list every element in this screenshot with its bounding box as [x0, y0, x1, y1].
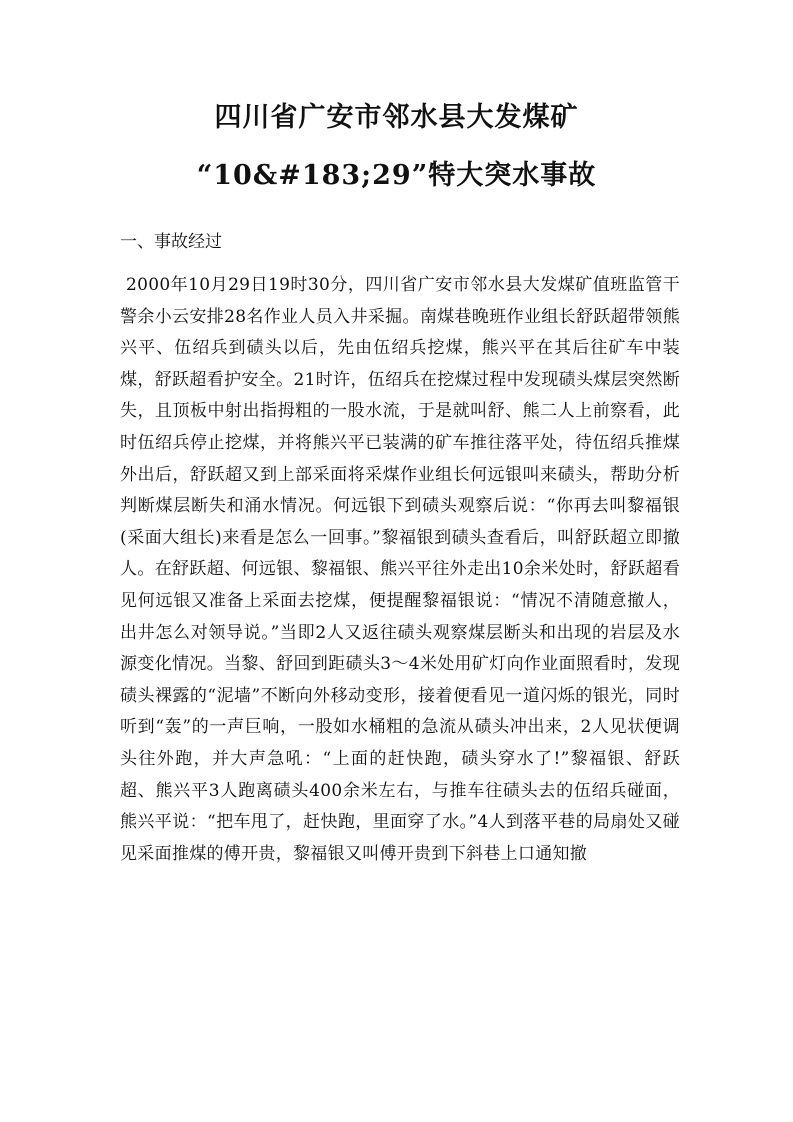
- document-title-line1: 四川省广安市邻水县大发煤矿: [214, 102, 579, 133]
- body-paragraph: 2000年10月29日19时30分，四川省广安市邻水县大发煤矿值班监管干警余小云安排28名作业人员入井采掘。南煤巷晚班作业组长舒跃超带领熊兴平、伍绍兵到碛头以后，先由伍绍兵挖煤，熊兴平在其后往矿车中装煤，舒跃超看护安全。21时许，伍绍兵在挖煤过程中发现碛头煤层突然断失，且顶板中射出指拇粗的一股水流，于是就叫舒、熊二人上前察看，此时伍绍兵停止挖煤，并将熊兴平已装满的矿车推往落平处，待伍绍兵推煤外出后，舒跃超又到上部采面将采煤作业组长何远银叫来碛头，帮助分析判断煤层断失和涌水情况。何远银下到碛头观察后说：“你再去叫黎福银(采面大组长)来看是怎么一回事。”黎福银到碛头查看后，叫舒跃超立即撤人。在舒跃超、何远银、黎福银、熊兴平往外走出10余米处时，舒跃超看见何远银又准备上采面去挖煤，便提醒黎福银说：“情况不清随意撤人，出井怎么对领导说。”当即2人又返往碛头观察煤层断头和出现的岩层及水源变化情况。当黎、舒回到距碛头3～4米处用矿灯向作业面照看时，发现碛头裸露的“泥墙”不断向外移动变形，接着便看见一道闪烁的银光，同时听到“轰”的一声巨响，一股如水桶粗的急流从碛头冲出来，2人见状便调头往外跑，并大声急吼：“上面的赶快跑，碛头穿水了!”黎福银、舒跃超、熊兴平3人跑离碛头400余米左右，与推车往碛头去的伍绍兵碰面，熊兴平说：“把车甩了，赶快跑，里面穿了水。”4人到落平巷的局扇处又碰见采面推煤的傅开贵，黎福银又叫傅开贵到下斜巷上口通知撤: [120, 275, 680, 864]
- document-title-line2: “10&#183;29”特大突水事故: [196, 160, 597, 191]
- section-heading: 一、事故经过: [120, 232, 222, 252]
